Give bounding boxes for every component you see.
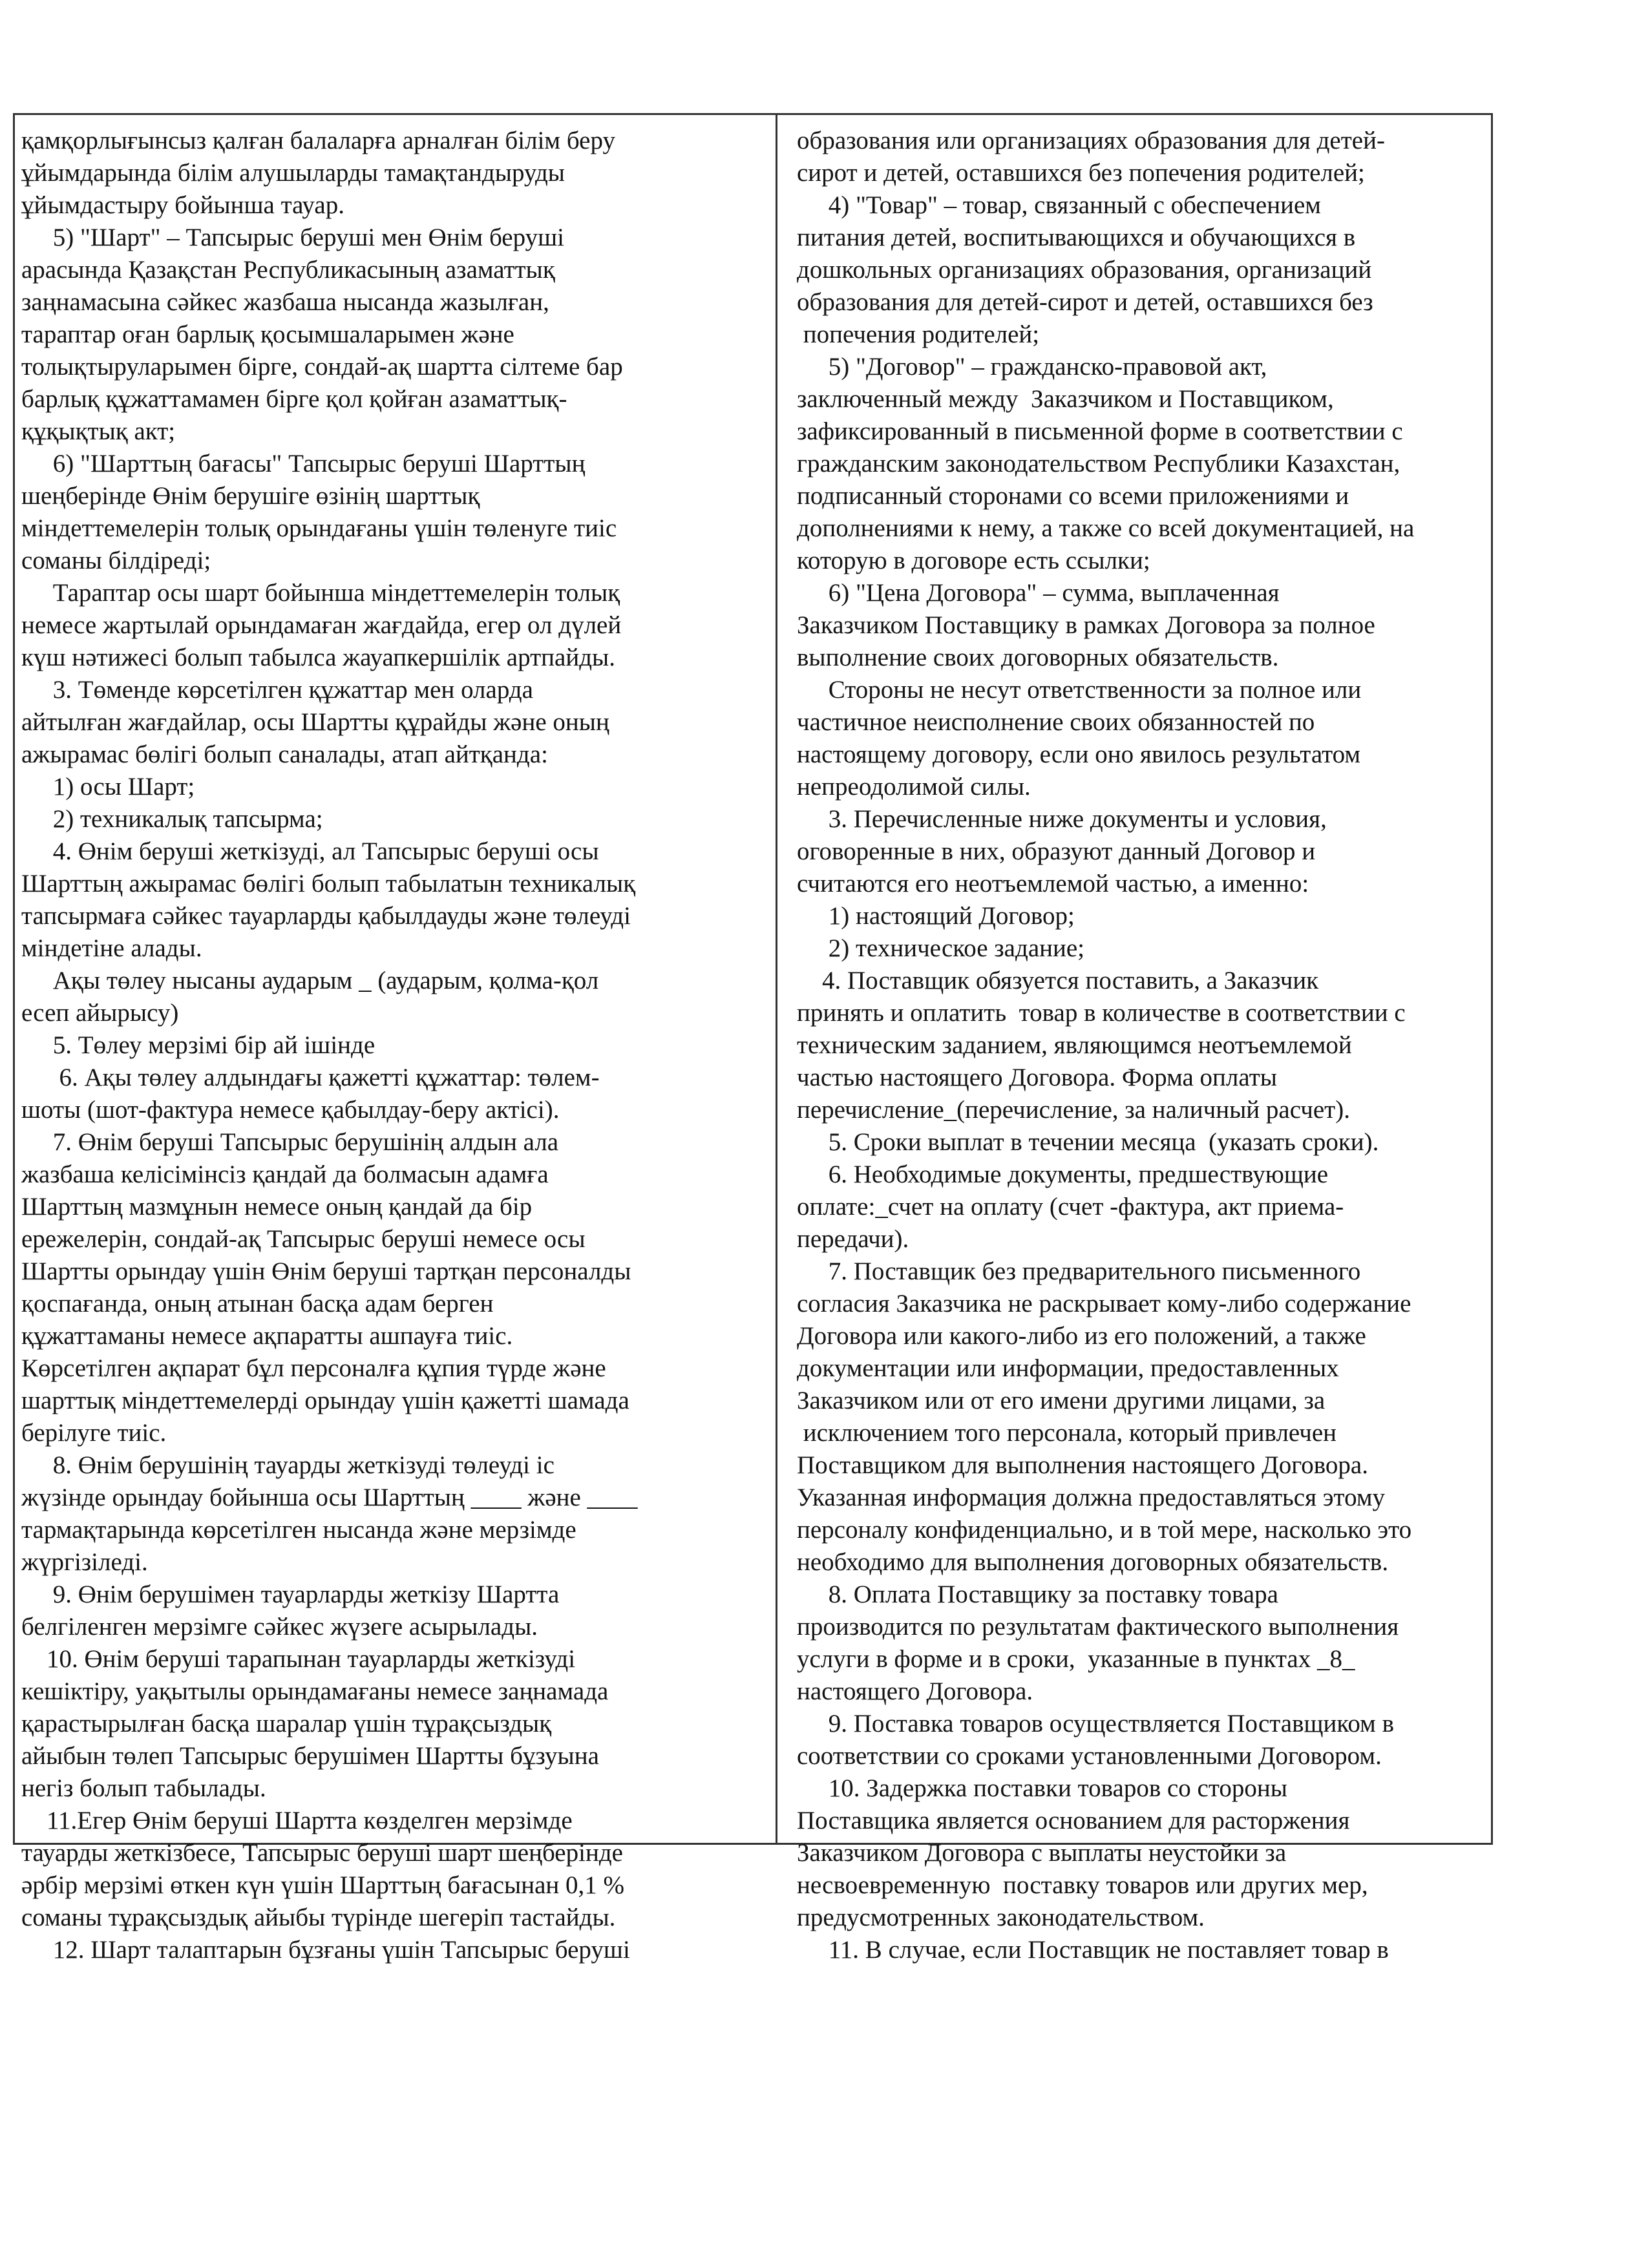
russian-text-line: которую в договоре есть ссылки; (797, 547, 1150, 574)
russian-text-line: 5) "Договор" – гражданско-правовой акт, (797, 353, 1267, 381)
kazakh-text-line: Ақы төлеу нысаны аударым _ (аударым, қолма-қол (21, 967, 599, 994)
russian-text-line: оплате:_счет на оплату (счет -фактура, акт приема- (797, 1193, 1344, 1221)
kazakh-text-column (15, 115, 777, 1964)
russian-text-line: 1) настоящий Договор; (797, 902, 1075, 930)
russian-text-line: передачи). (797, 1225, 909, 1253)
russian-text-column (777, 115, 1491, 1964)
kazakh-text-line: 12. Шарт талаптарын бұзғаны үшін Тапсырыс беруші (21, 1936, 630, 1964)
russian-text-line: согласия Заказчика не раскрывает кому-либо содержание (797, 1290, 1411, 1318)
russian-text-line: 4. Поставщик обязуется поставить, а Заказчик (797, 967, 1319, 994)
russian-text-line: настоящему договору, если оно явилось результатом (797, 740, 1361, 768)
russian-text-line: исключением того персонала, который привлечен (797, 1419, 1337, 1447)
kazakh-text-line: заңнамасына сәйкес жазбаша нысанда жазылған, (21, 288, 549, 316)
russian-text-line: непреодолимой силы. (797, 773, 1031, 801)
russian-text-line: Поставщиком для выполнения настоящего Договора. (797, 1451, 1368, 1479)
russian-text-line: настоящего Договора. (797, 1677, 1033, 1705)
kazakh-text-line: тармақтарында көрсетілген нысанда және мерзімде (21, 1516, 576, 1544)
russian-text-line: 3. Перечисленные ниже документы и условия, (797, 805, 1327, 833)
contract-table (13, 113, 1493, 1964)
russian-text-line: Заказчиком Договора с выплаты неустойки за (797, 1839, 1287, 1867)
russian-text-line: образования или организациях образования для детей- (797, 127, 1385, 154)
russian-text-line: предусмотренных законодательством. (797, 1904, 1205, 1931)
kazakh-text-line: тауарды жеткізбесе, Тапсырыс беруші шарт шеңберінде (21, 1839, 623, 1867)
kazakh-text-line: 3. Төменде көрсетілген құжаттар мен оларда (21, 676, 533, 704)
russian-text-line: 5. Сроки выплат в течении месяца (указать сроки). (797, 1128, 1379, 1156)
kazakh-text-line: есеп айырысу) (21, 999, 179, 1027)
russian-text-line: частью настоящего Договора. Форма оплаты (797, 1064, 1277, 1091)
kazakh-text-line: шарттық міндеттемелерді орындау үшін қажетті шамада (21, 1387, 629, 1414)
russian-text-line: соответствии со сроками установленными Договором. (797, 1742, 1382, 1770)
kazakh-text-line: ережелерін, сондай-ақ Тапсырыс беруші немесе осы (21, 1225, 586, 1253)
russian-text-line: техническим заданием, являющимся неотъемлемой (797, 1031, 1352, 1059)
russian-text-line: выполнение своих договорных обязательств. (797, 644, 1279, 671)
kazakh-text-line: тапсырмаға сәйкес тауарларды қабылдауды және төлеуді (21, 902, 631, 930)
kazakh-text-line: 10. Өнім беруші тарапынан тауарларды жеткізуді (21, 1645, 576, 1673)
kazakh-text-line: 5. Төлеу мерзімі бір ай ішінде (21, 1031, 375, 1059)
kazakh-text-line: тараптар оған барлық қосымшаларымен және (21, 320, 514, 348)
russian-text-line: Заказчиком или от его имени другими лицами, за (797, 1387, 1326, 1414)
kazakh-text-line: әрбір мерзімі өткен күн үшін Шарттың бағасынан 0,1 % (21, 1871, 625, 1899)
kazakh-text-line: негіз болып табылады. (21, 1774, 266, 1802)
kazakh-text-line: Шарттың ажырамас бөлігі болып табылатын техникалық (21, 870, 636, 898)
kazakh-text-line: 6) "Шарттың бағасы" Тапсырыс беруші Шарттың (21, 450, 586, 478)
kazakh-text-line: 8. Өнім берушінің тауарды жеткізуді төлеуді іс (21, 1451, 555, 1479)
kazakh-text-line: шоты (шот-фактура немесе қабылдау-беру актісі). (21, 1096, 560, 1124)
kazakh-text-line: айтылған жағдайлар, осы Шартты құрайды және оның (21, 708, 609, 736)
kazakh-text-line: ажырамас бөлігі болып саналады, атап айтқанда: (21, 740, 548, 768)
kazakh-text-line: шеңберінде Өнім берушіге өзінің шарттық (21, 482, 480, 510)
russian-text-line: попечения родителей; (797, 320, 1040, 348)
russian-text-line: необходимо для выполнения договорных обязательств. (797, 1548, 1389, 1576)
kazakh-text-line: құжаттаманы немесе ақпаратты ашпауға тиіс. (21, 1322, 513, 1350)
kazakh-text-line: соманы тұрақсыздық айыбы түрінде шегеріп тастайды. (21, 1904, 616, 1931)
kazakh-text-line: жүргізіледі. (21, 1548, 148, 1576)
kazakh-text-line: барлық құжаттамамен бірге қол қойған азаматтық- (21, 385, 567, 413)
kazakh-text-line: белгіленген мерзімге сәйкес жүзеге асырылады. (21, 1613, 538, 1641)
russian-text-line: гражданским законодательством Республики Казахстан, (797, 450, 1400, 478)
kazakh-text-line: қамқорлығынсыз қалған балаларға арналған білім беру (21, 127, 615, 154)
russian-text-line: Поставщика является основанием для расторжения (797, 1807, 1350, 1834)
russian-text-line: зафиксированный в письменной форме в соответствии с (797, 417, 1403, 445)
kazakh-text-line: 11.Егер Өнім беруші Шартта көзделген мерзімде (21, 1807, 573, 1834)
kazakh-text-line: 6. Ақы төлеу алдындағы қажетті құжаттар: төлем- (21, 1064, 600, 1091)
kazakh-text-line: Шарттың мазмұнын немесе оның қандай да бір (21, 1193, 533, 1221)
russian-text-line: 4) "Товар" – товар, связанный с обеспечением (797, 191, 1321, 219)
kazakh-text-line: міндеттемелерін толық орындағаны үшін төленуге тиіс (21, 514, 617, 542)
russian-text-line: образования для детей-сирот и детей, оставшихся без (797, 288, 1373, 316)
kazakh-text-line: айыбын төлеп Тапсырыс берушімен Шартты бұзуына (21, 1742, 599, 1770)
russian-text-line: услуги в форме и в сроки, указанные в пунктах _8_ (797, 1645, 1355, 1673)
kazakh-text-line: Тараптар осы шарт бойынша міндеттемелерін толық (21, 579, 620, 607)
kazakh-text-line: міндетіне алады. (21, 934, 202, 962)
russian-text-line: 7. Поставщик без предварительного письменного (797, 1257, 1361, 1285)
kazakh-text-line: күш нәтижесі болып табылса жауапкершілік артпайды. (21, 644, 615, 671)
russian-text-line: 8. Оплата Поставщику за поставку товара (797, 1580, 1278, 1608)
russian-text-line: заключенный между Заказчиком и Поставщиком, (797, 385, 1334, 413)
russian-text-line: персоналу конфиденциально, и в той мере, насколько это (797, 1516, 1412, 1544)
russian-text-line: перечисление_(перечисление, за наличный расчет). (797, 1096, 1350, 1124)
russian-text-line: Стороны не несут ответственности за полное или (797, 676, 1362, 704)
kazakh-text-line: арасында Қазақстан Республикасының азаматтық (21, 256, 555, 284)
kazakh-text-line: 4. Өнім беруші жеткізуді, ал Тапсырыс беруші осы (21, 837, 599, 865)
russian-text-line: Указанная информация должна предоставляться этому (797, 1484, 1386, 1511)
russian-text-line: считаются его неотъемлемой частью, а именно: (797, 870, 1309, 898)
kazakh-text-line: 2) техникалық тапсырма; (21, 805, 323, 833)
russian-text-line: 6. Необходимые документы, предшествующие (797, 1160, 1329, 1188)
kazakh-text-line: құқықтық акт; (21, 417, 176, 445)
russian-text-line: несвоевременную поставку товаров или других мер, (797, 1871, 1368, 1899)
kazakh-text-line: Көрсетілген ақпарат бұл персоналға құпия түрде және (21, 1354, 606, 1382)
russian-text-line: оговоренные в них, образуют данный Договор и (797, 837, 1316, 865)
kazakh-text-line: соманы білдіреді; (21, 547, 211, 574)
russian-text-line: Заказчиком Поставщику в рамках Договора за полное (797, 611, 1375, 639)
russian-text-line: 9. Поставка товаров осуществляется Поставщиком в (797, 1710, 1394, 1738)
russian-text-line: дополнениями к нему, а также со всей документацией, на (797, 514, 1415, 542)
kazakh-text-line: Шартты орындау үшін Өнім беруші тартқан персоналды (21, 1257, 631, 1285)
russian-text-line: дошкольных организациях образования, организаций (797, 256, 1372, 284)
kazakh-text-line: қоспағанда, оның атынан басқа адам берген (21, 1290, 494, 1318)
russian-text-line: питания детей, воспитывающихся и обучающихся в (797, 224, 1356, 251)
russian-text-line: производится по результатам фактического выполнения (797, 1613, 1399, 1641)
kazakh-text-line: кешіктіру, уақытылы орындамағаны немесе заңнамада (21, 1677, 609, 1705)
kazakh-text-line: жүзінде орындау бойынша осы Шарттың ____ және ____ (21, 1484, 638, 1511)
kazakh-text-line: жазбаша келісімінсіз қандай да болмасын адамға (21, 1160, 549, 1188)
kazakh-text-line: 5) "Шарт" – Тапсырыс беруші мен Өнім беруші (21, 224, 564, 251)
russian-text-line: подписанный сторонами со всеми приложениями и (797, 482, 1349, 510)
russian-text-line: документации или информации, предоставленных (797, 1354, 1339, 1382)
russian-text-line: Договора или какого-либо из его положений, а также (797, 1322, 1366, 1350)
kazakh-text-line: ұйымдастыру бойынша тауар. (21, 191, 344, 219)
russian-text-line: принять и оплатить товар в количестве в соответствии с (797, 999, 1406, 1027)
kazakh-text-line: 1) осы Шарт; (21, 773, 195, 801)
russian-text-line: частичное неисполнение своих обязанностей по (797, 708, 1315, 736)
kazakh-text-line: 9. Өнім берушімен тауарларды жеткізу Шартта (21, 1580, 560, 1608)
kazakh-text-line: 7. Өнім беруші Тапсырыс берушінің алдын ала (21, 1128, 559, 1156)
russian-text-line: 11. В случае, если Поставщик не поставляет товар в (797, 1936, 1389, 1964)
kazakh-text-line: берілуге тиіс. (21, 1419, 167, 1447)
russian-text-line: 10. Задержка поставки товаров со стороны (797, 1774, 1287, 1802)
kazakh-text-line: қарастырылған басқа шаралар үшін тұрақсыздық (21, 1710, 552, 1738)
kazakh-text-line: немесе жартылай орындамаған жағдайда, егер ол дүлей (21, 611, 622, 639)
russian-text-line: 6) "Цена Договора" – сумма, выплаченная (797, 579, 1280, 607)
russian-text-line: сирот и детей, оставшихся без попечения родителей; (797, 159, 1365, 187)
russian-text-line: 2) техническое задание; (797, 934, 1085, 962)
kazakh-text-line: толықтыруларымен бірге, сондай-ақ шартта сілтеме бар (21, 353, 623, 381)
kazakh-text-line: ұйымдарында білім алушыларды тамақтандыруды (21, 159, 565, 187)
